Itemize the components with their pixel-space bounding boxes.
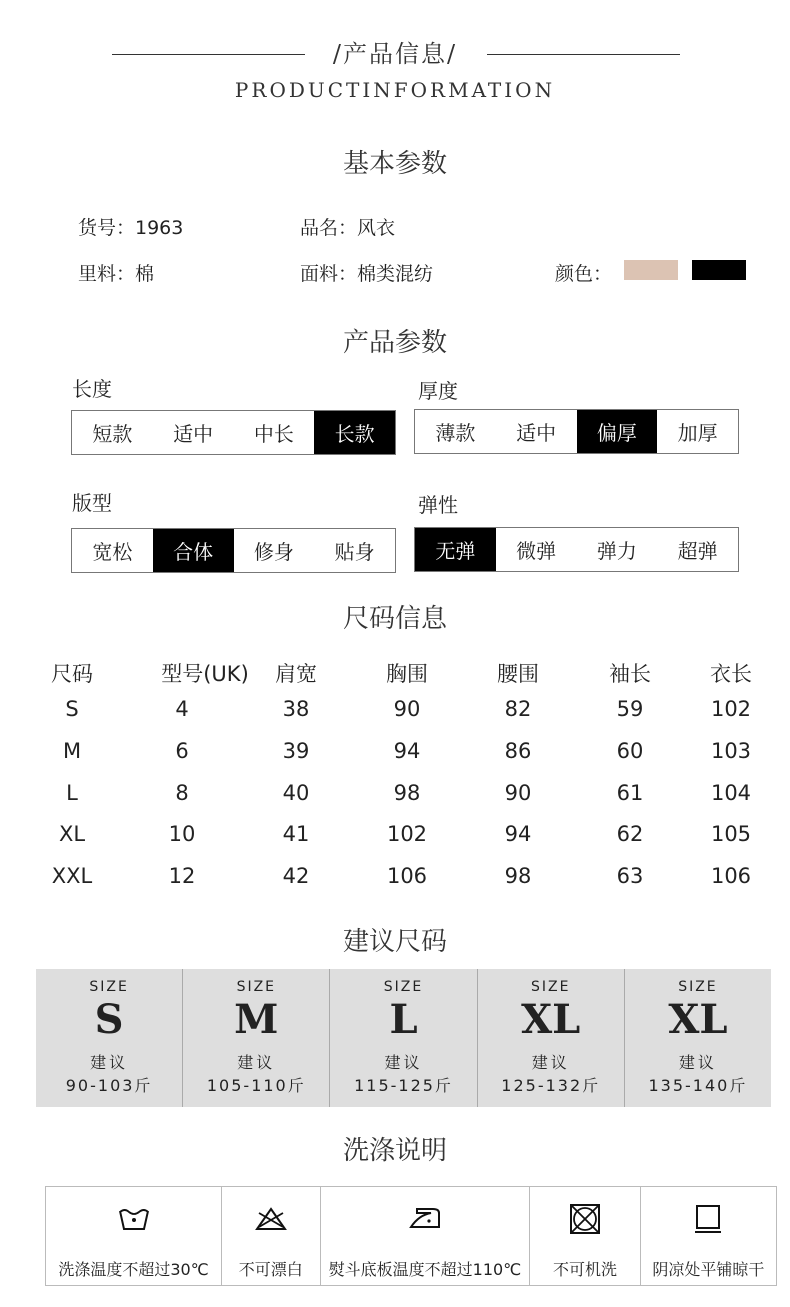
size-table-cell: 41 xyxy=(282,822,310,846)
size-table-cell: 62 xyxy=(616,822,644,846)
wash-instruction-item xyxy=(529,1187,639,1285)
size-letter: M xyxy=(234,996,279,1043)
wash-instruction-item xyxy=(320,1187,530,1285)
size-table-cell: 82 xyxy=(504,697,532,721)
size-table-cell: 94 xyxy=(504,822,532,846)
header-title: /产品信息/ xyxy=(332,40,458,68)
size-table-header: 尺码 xyxy=(51,662,93,686)
elasticity-option: 超弹 xyxy=(677,539,718,563)
length-option: 中长 xyxy=(253,422,294,446)
size-table-cell: 10 xyxy=(168,822,196,846)
fit-selector xyxy=(71,528,396,573)
size-letter: XL xyxy=(668,996,728,1043)
product-name: 品名：风衣 xyxy=(300,217,396,239)
size-table-cell: 60 xyxy=(616,739,644,763)
size-table-cell: 106 xyxy=(386,864,428,888)
size-caption: SIZE xyxy=(678,979,718,995)
fit-option: 修身 xyxy=(253,540,294,564)
wash-instruction-item xyxy=(46,1187,221,1285)
suggest-size-card xyxy=(624,969,771,1107)
size-table-cell: 42 xyxy=(282,864,310,888)
size-table-cell: 105 xyxy=(710,822,752,846)
size-table-cell: 102 xyxy=(386,822,428,846)
size-table-cell: 12 xyxy=(168,864,196,888)
wash-instruction-item xyxy=(640,1187,776,1285)
elasticity-option: 微弹 xyxy=(516,539,557,563)
size-table-cell: 86 xyxy=(504,739,532,763)
size-caption: SIZE xyxy=(89,979,129,995)
size-caption: SIZE xyxy=(236,979,277,995)
size-table-cell: M xyxy=(62,739,82,763)
product-params-title: 产品参数 xyxy=(342,328,447,358)
fit-option: 合体 xyxy=(153,529,234,572)
elasticity-label: 弹性 xyxy=(418,493,458,517)
size-table-cell: 8 xyxy=(175,781,189,805)
thickness-option: 加厚 xyxy=(677,421,718,445)
size-table-cell: L xyxy=(66,781,78,805)
size-letter: XL xyxy=(521,996,581,1043)
iron-icon xyxy=(321,1201,530,1237)
fit-label: 版型 xyxy=(72,491,112,515)
size-caption: SIZE xyxy=(383,979,424,995)
suggest-label: 建议 xyxy=(90,1053,129,1072)
suggest-size-card xyxy=(182,969,329,1107)
size-table-header: 胸围 xyxy=(386,662,428,686)
thickness-option: 偏厚 xyxy=(577,410,658,453)
thickness-option: 适中 xyxy=(516,421,557,445)
size-table-cell: 59 xyxy=(616,697,644,721)
wash-tub-icon xyxy=(46,1201,221,1237)
weight-range: 90-103斤 xyxy=(65,1076,153,1095)
wash-instruction-item xyxy=(221,1187,319,1285)
suggest-label: 建议 xyxy=(237,1053,276,1072)
size-table-cell: 98 xyxy=(393,781,421,805)
flat-dry-shade-icon xyxy=(641,1201,776,1237)
size-table-header: 衣长 xyxy=(710,662,752,686)
length-option: 适中 xyxy=(173,422,214,446)
fabric-material: 面料：棉类混纺 xyxy=(300,263,434,285)
elasticity-selector xyxy=(414,527,739,572)
fit-option: 贴身 xyxy=(334,540,375,564)
size-table-cell: 38 xyxy=(282,697,310,721)
elasticity-option: 弹力 xyxy=(596,539,637,563)
suggest-label: 建议 xyxy=(531,1053,570,1072)
weight-range: 105-110斤 xyxy=(206,1076,306,1095)
length-selector xyxy=(71,410,396,455)
size-letter: L xyxy=(389,996,418,1043)
size-table-cell: 61 xyxy=(616,781,644,805)
length-label: 长度 xyxy=(72,377,112,401)
size-letter: S xyxy=(94,996,124,1043)
size-table-cell: 39 xyxy=(282,739,310,763)
size-table-cell: 63 xyxy=(616,864,644,888)
color-swatch-black xyxy=(692,260,746,280)
wash-instructions-table xyxy=(45,1186,777,1286)
size-table-cell: 104 xyxy=(710,781,752,805)
lining-material: 里料：棉 xyxy=(78,263,155,285)
size-info-title: 尺码信息 xyxy=(342,604,447,634)
item-number: 货号：1963 xyxy=(78,217,184,239)
size-table-cell: 90 xyxy=(504,781,532,805)
size-table-cell: 98 xyxy=(504,864,532,888)
size-table-cell: 4 xyxy=(175,697,189,721)
size-table-cell: 102 xyxy=(710,697,752,721)
fit-option: 宽松 xyxy=(92,540,133,564)
length-option: 长款 xyxy=(314,411,395,454)
weight-range: 115-125斤 xyxy=(354,1076,453,1095)
size-table-cell: XL xyxy=(58,822,86,846)
suggest-size-card xyxy=(329,969,476,1107)
no-bleach-icon xyxy=(222,1201,319,1237)
wash-instruction-text: 阴凉处平铺晾干 xyxy=(652,1260,765,1279)
thickness-label: 厚度 xyxy=(418,379,458,403)
size-table-cell: 90 xyxy=(393,697,421,721)
weight-range: 125-132斤 xyxy=(501,1076,601,1095)
wash-instruction-text: 洗涤温度不超过30℃ xyxy=(58,1260,209,1279)
wash-instructions-title: 洗涤说明 xyxy=(342,1136,447,1166)
weight-range: 135-140斤 xyxy=(648,1076,748,1095)
size-table-cell: 94 xyxy=(393,739,421,763)
thickness-option: 薄款 xyxy=(435,421,476,445)
size-table-header: 肩宽 xyxy=(275,662,317,686)
suggest-size-title: 建议尺码 xyxy=(342,927,447,957)
size-table-header: 型号(UK) xyxy=(161,662,249,686)
size-table-cell: S xyxy=(65,697,79,721)
thickness-selector xyxy=(414,409,739,454)
size-table-cell: 40 xyxy=(282,781,310,805)
suggest-label: 建议 xyxy=(678,1053,717,1072)
header-subtitle: PRODUCTINFORMATION xyxy=(234,78,556,102)
elasticity-option: 无弹 xyxy=(415,528,496,571)
suggest-size-card xyxy=(36,969,182,1107)
wash-instruction-text: 熨斗底板温度不超过110℃ xyxy=(328,1260,522,1279)
size-table-cell: XXL xyxy=(51,864,93,888)
wash-instruction-text: 不可漂白 xyxy=(238,1260,303,1279)
size-table-cell: 6 xyxy=(175,739,189,763)
color-swatch-beige xyxy=(624,260,678,280)
no-machine-wash-icon xyxy=(530,1201,639,1237)
color-label: 颜色： xyxy=(555,263,613,285)
suggest-size-panel xyxy=(36,969,771,1107)
size-table-cell: 103 xyxy=(710,739,752,763)
size-table-cell: 106 xyxy=(710,864,752,888)
length-option: 短款 xyxy=(92,422,133,446)
size-table-header: 腰围 xyxy=(497,662,539,686)
wash-instruction-text: 不可机洗 xyxy=(553,1260,618,1279)
suggest-size-card xyxy=(477,969,624,1107)
size-table-header: 袖长 xyxy=(609,662,651,686)
basic-params-title: 基本参数 xyxy=(342,149,447,179)
size-caption: SIZE xyxy=(530,979,571,995)
suggest-label: 建议 xyxy=(384,1053,423,1072)
